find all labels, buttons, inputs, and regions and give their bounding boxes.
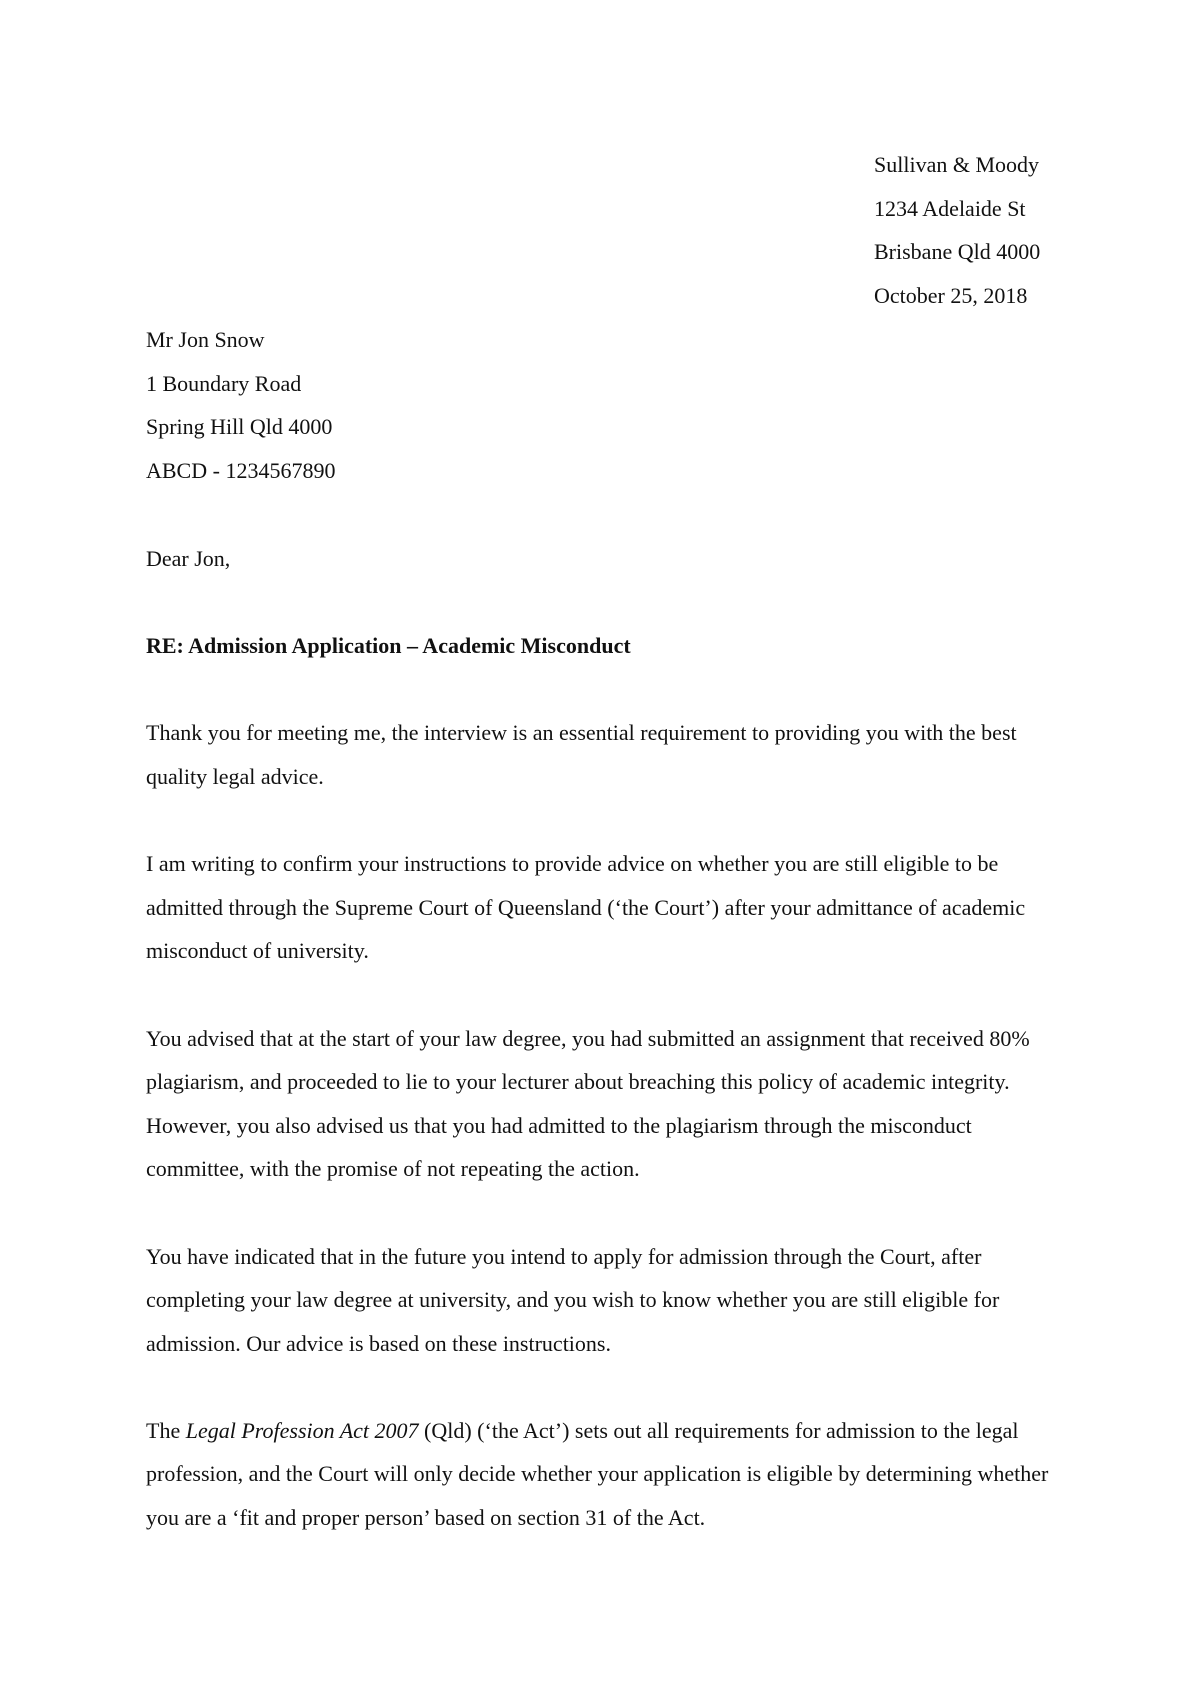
recipient-reference: ABCD - 1234567890 [146,457,336,483]
paragraph-5-before: The [146,1417,186,1443]
paragraph-1: Thank you for meeting me, the interview is an essential requirement to providing you with the best quality legal advice. [146,720,1017,789]
paragraph-2: I am writing to confirm your instructions to provide advice on whether you are still eligible to be admitted through the Supreme Court of Queensland (‘the Court’) after your admittance of academic misconduct of university. [146,851,1026,964]
act-title: Legal Profession Act 2007 [185,1417,419,1443]
sender-firm-name: Sullivan & Moody [874,152,1040,177]
paragraph-5 [146,1409,1064,1540]
subject-line: RE: Admission Application – Academic Misconduct [146,633,631,659]
sender-city: Brisbane Qld 4000 [874,239,1041,265]
recipient-street: 1 Boundary Road [146,370,302,396]
paragraph-5-after: (Qld) (‘the Act’) sets out all requirements for admission to the legal profession, and the Court will only decide whether your application is eligible by determining whether you are a ‘fit and proper person’ based on section 31 of the Act. [146,1417,1049,1531]
recipient-city: Spring Hill Qld 4000 [146,414,333,440]
letter-date: October 25, 2018 [874,282,1028,308]
recipient-address-block [146,318,335,492]
sender-street: 1234 Adelaide St [874,195,1026,221]
recipient-name: Mr Jon Snow [146,327,265,352]
paragraph-3: You advised that at the start of your law degree, you had submitted an assignment that received 80% plagiarism, and proceeded to lie to your lecturer about breaching this policy of academic integrity. However, you also advised us that you had admitted to the plagiarism through the misconduct committee, with the promise of not repeating the action. [146,1025,1030,1182]
sender-address-block [874,143,1040,317]
letter-body [146,537,1064,1583]
salutation: Dear Jon, [146,546,231,571]
paragraph-4: You have indicated that in the future you intend to apply for admission through the Court, after completing your law degree at university, and you wish to know whether you are still eligible for admission. Our advice is based on these instructions. [146,1243,1000,1356]
